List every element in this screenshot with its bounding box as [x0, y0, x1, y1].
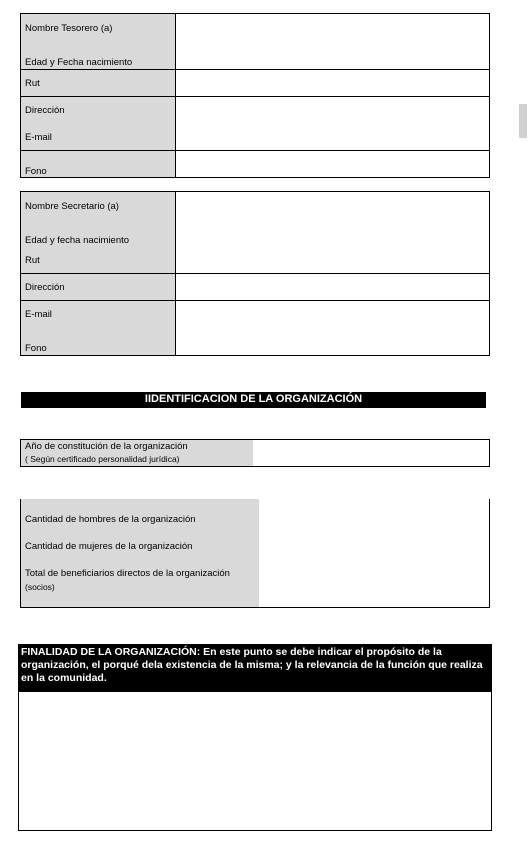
- finalidad-answer-box[interactable]: [18, 692, 492, 831]
- tesorero-rut-field[interactable]: [177, 70, 489, 96]
- section-title-bar: IIDENTIFICACION DE LA ORGANIZACIÓN: [21, 392, 486, 408]
- hombres-label: Cantidad de hombres de la organización: [25, 514, 196, 525]
- mujeres-label: Cantidad de mujeres de la organización: [25, 541, 193, 552]
- tesorero-email-label: E-mail: [25, 132, 52, 143]
- finalidad-header: [18, 644, 492, 692]
- secretario-nombre-label: Nombre Secretario (a): [25, 201, 119, 212]
- secretario-table: [20, 191, 490, 356]
- tesorero-direccion-field[interactable]: [177, 97, 489, 150]
- tesorero-nombre-label: Nombre Tesorero (a): [25, 23, 113, 34]
- secretario-direccion-field[interactable]: [177, 274, 489, 300]
- tesorero-fono-label: Fono: [25, 166, 47, 177]
- tesorero-nombre-field[interactable]: [177, 14, 489, 69]
- tesorero-direccion-label: Dirección: [25, 105, 65, 116]
- tesorero-rut-label: Rut: [25, 78, 40, 89]
- constitucion-table: [20, 439, 490, 467]
- secretario-direccion-label: Dirección: [25, 282, 65, 293]
- secretario-email-label: E-mail: [25, 309, 52, 320]
- secretario-email-field[interactable]: [177, 301, 489, 355]
- miembros-field[interactable]: [259, 499, 489, 607]
- constitucion-label: Año de constitución de la organización: [25, 441, 188, 452]
- finalidad-description: En este punto se debe indicar el propósito de la organización, el porqué dela existencia de la misma; y la relevancia de la función que realiza en la comunidad.: [21, 646, 483, 684]
- tesorero-fono-field[interactable]: [177, 151, 489, 177]
- finalidad-heading: FINALIDAD DE LA ORGANIZACIÓN:: [21, 646, 201, 658]
- tesorero-table: [20, 13, 490, 178]
- total-beneficiarios-label: Total de beneficiarios directos de la organización: [25, 568, 230, 579]
- secretario-rut-label: Rut: [25, 255, 40, 266]
- constitucion-field[interactable]: [253, 440, 489, 466]
- secretario-fono-label: Fono: [25, 343, 47, 354]
- page-edge-marker: [519, 104, 527, 138]
- secretario-nombre-field[interactable]: [177, 192, 489, 273]
- tesorero-edad-label: Edad y Fecha nacimiento: [25, 57, 133, 68]
- secretario-edad-label: Edad y fecha nacimiento: [25, 235, 130, 246]
- constitucion-sublabel: ( Según certificado personalidad jurídica): [25, 454, 180, 464]
- miembros-table: [20, 499, 490, 608]
- total-beneficiarios-sublabel: (socios): [25, 582, 55, 592]
